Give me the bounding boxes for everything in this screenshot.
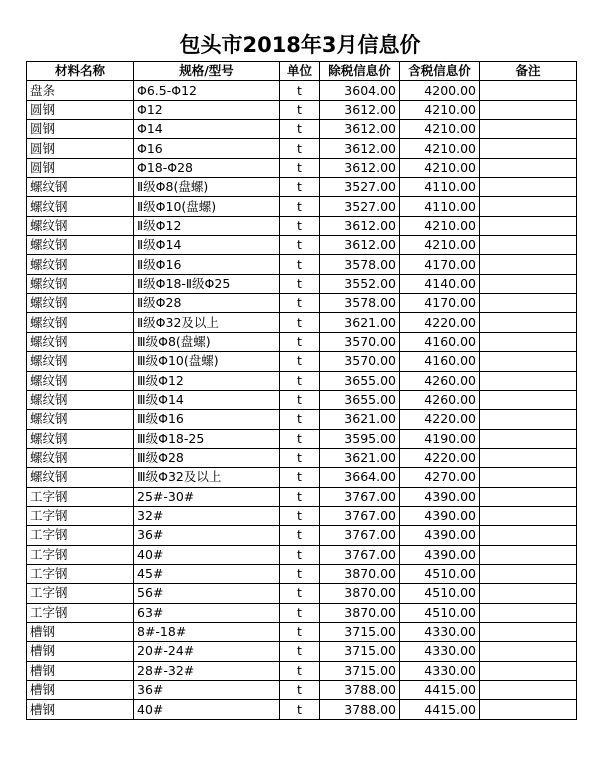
table-row — [27, 661, 577, 680]
cell-note — [480, 332, 577, 351]
cell-price-inc-tax: 4330.00 — [400, 642, 480, 661]
header-material-name: 材料名称 — [27, 62, 134, 81]
cell-spec: Ⅱ级Φ18-Ⅱ级Φ25 — [134, 274, 280, 293]
cell-material-name: 工字钢 — [27, 545, 134, 564]
cell-spec: Ⅱ级Φ32及以上 — [134, 313, 280, 332]
cell-price-inc-tax: 4260.00 — [400, 371, 480, 390]
cell-material-name: 螺纹钢 — [27, 390, 134, 409]
table-row — [27, 642, 577, 661]
cell-unit: t — [280, 81, 320, 100]
table-header-row — [27, 62, 577, 81]
cell-unit: t — [280, 642, 320, 661]
cell-price-inc-tax: 4390.00 — [400, 506, 480, 525]
cell-unit: t — [280, 661, 320, 680]
cell-price-ex-tax: 3612.00 — [320, 158, 400, 177]
cell-price-ex-tax: 3788.00 — [320, 681, 400, 700]
cell-material-name: 工字钢 — [27, 506, 134, 525]
cell-material-name: 工字钢 — [27, 564, 134, 583]
cell-spec: Ⅲ级Φ12 — [134, 371, 280, 390]
table-body — [27, 81, 577, 719]
cell-price-inc-tax: 4390.00 — [400, 487, 480, 506]
cell-spec: Ⅱ级Φ12 — [134, 216, 280, 235]
cell-unit: t — [280, 197, 320, 216]
table-row — [27, 274, 577, 293]
cell-material-name: 螺纹钢 — [27, 274, 134, 293]
cell-note — [480, 603, 577, 622]
cell-price-ex-tax: 3612.00 — [320, 100, 400, 119]
cell-spec: Ⅲ级Φ18-25 — [134, 429, 280, 448]
cell-spec: Φ12 — [134, 100, 280, 119]
cell-note — [480, 390, 577, 409]
cell-spec: Ⅲ级Φ28 — [134, 448, 280, 467]
cell-price-inc-tax: 4210.00 — [400, 236, 480, 255]
cell-unit: t — [280, 545, 320, 564]
cell-spec: Φ16 — [134, 139, 280, 158]
table-row — [27, 506, 577, 525]
cell-spec: Ⅱ级Φ14 — [134, 236, 280, 255]
cell-spec: 25#-30# — [134, 487, 280, 506]
cell-material-name: 工字钢 — [27, 603, 134, 622]
cell-material-name: 螺纹钢 — [27, 216, 134, 235]
cell-price-ex-tax: 3870.00 — [320, 603, 400, 622]
cell-price-ex-tax: 3578.00 — [320, 255, 400, 274]
cell-material-name: 工字钢 — [27, 526, 134, 545]
cell-note — [480, 564, 577, 583]
cell-note — [480, 681, 577, 700]
cell-unit: t — [280, 139, 320, 158]
cell-price-inc-tax: 4415.00 — [400, 700, 480, 719]
cell-unit: t — [280, 371, 320, 390]
price-table — [26, 61, 577, 720]
cell-spec: Φ6.5-Φ12 — [134, 81, 280, 100]
table-row — [27, 216, 577, 235]
cell-material-name: 螺纹钢 — [27, 236, 134, 255]
cell-price-ex-tax: 3767.00 — [320, 545, 400, 564]
cell-price-inc-tax: 4330.00 — [400, 622, 480, 641]
cell-unit: t — [280, 236, 320, 255]
cell-spec: 63# — [134, 603, 280, 622]
cell-unit: t — [280, 506, 320, 525]
cell-note — [480, 120, 577, 139]
cell-material-name: 工字钢 — [27, 584, 134, 603]
cell-price-ex-tax: 3767.00 — [320, 526, 400, 545]
table-row — [27, 139, 577, 158]
cell-note — [480, 255, 577, 274]
cell-price-ex-tax: 3715.00 — [320, 661, 400, 680]
cell-price-ex-tax: 3612.00 — [320, 216, 400, 235]
cell-price-ex-tax: 3767.00 — [320, 487, 400, 506]
cell-price-inc-tax: 4260.00 — [400, 390, 480, 409]
cell-price-inc-tax: 4210.00 — [400, 216, 480, 235]
cell-note — [480, 468, 577, 487]
table-row — [27, 158, 577, 177]
cell-material-name: 圆钢 — [27, 120, 134, 139]
cell-unit: t — [280, 622, 320, 641]
table-row — [27, 526, 577, 545]
cell-price-ex-tax: 3664.00 — [320, 468, 400, 487]
cell-unit: t — [280, 216, 320, 235]
cell-spec: Ⅱ级Φ16 — [134, 255, 280, 274]
cell-unit: t — [280, 448, 320, 467]
cell-spec: Ⅲ级Φ14 — [134, 390, 280, 409]
cell-price-inc-tax: 4190.00 — [400, 429, 480, 448]
cell-material-name: 螺纹钢 — [27, 352, 134, 371]
cell-note — [480, 700, 577, 719]
cell-price-inc-tax: 4330.00 — [400, 661, 480, 680]
cell-note — [480, 371, 577, 390]
cell-note — [480, 487, 577, 506]
cell-note — [480, 178, 577, 197]
cell-note — [480, 81, 577, 100]
cell-price-ex-tax: 3604.00 — [320, 81, 400, 100]
header-price-inc-tax: 含税信息价 — [400, 62, 480, 81]
cell-price-ex-tax: 3621.00 — [320, 448, 400, 467]
cell-spec: Ⅱ级Φ28 — [134, 294, 280, 313]
cell-unit: t — [280, 390, 320, 409]
cell-unit: t — [280, 526, 320, 545]
cell-price-inc-tax: 4220.00 — [400, 448, 480, 467]
cell-unit: t — [280, 332, 320, 351]
cell-material-name: 槽钢 — [27, 700, 134, 719]
table-row — [27, 313, 577, 332]
table-row — [27, 564, 577, 583]
cell-note — [480, 100, 577, 119]
cell-price-ex-tax: 3570.00 — [320, 352, 400, 371]
cell-note — [480, 642, 577, 661]
cell-material-name: 槽钢 — [27, 642, 134, 661]
table-row — [27, 584, 577, 603]
table-row — [27, 100, 577, 119]
cell-material-name: 螺纹钢 — [27, 313, 134, 332]
cell-unit: t — [280, 255, 320, 274]
cell-price-ex-tax: 3527.00 — [320, 197, 400, 216]
cell-unit: t — [280, 584, 320, 603]
cell-unit: t — [280, 603, 320, 622]
cell-price-ex-tax: 3595.00 — [320, 429, 400, 448]
cell-price-ex-tax: 3767.00 — [320, 506, 400, 525]
cell-material-name: 螺纹钢 — [27, 294, 134, 313]
table-row — [27, 352, 577, 371]
cell-spec: 8#-18# — [134, 622, 280, 641]
cell-price-inc-tax: 4170.00 — [400, 255, 480, 274]
cell-note — [480, 661, 577, 680]
table-row — [27, 429, 577, 448]
cell-material-name: 圆钢 — [27, 158, 134, 177]
cell-unit: t — [280, 178, 320, 197]
cell-price-ex-tax: 3570.00 — [320, 332, 400, 351]
table-row — [27, 545, 577, 564]
cell-price-ex-tax: 3715.00 — [320, 642, 400, 661]
cell-material-name: 槽钢 — [27, 661, 134, 680]
cell-price-inc-tax: 4160.00 — [400, 332, 480, 351]
cell-note — [480, 216, 577, 235]
cell-material-name: 工字钢 — [27, 487, 134, 506]
cell-price-inc-tax: 4110.00 — [400, 178, 480, 197]
table-row — [27, 178, 577, 197]
cell-price-ex-tax: 3715.00 — [320, 622, 400, 641]
cell-material-name: 螺纹钢 — [27, 197, 134, 216]
cell-note — [480, 429, 577, 448]
table-row — [27, 468, 577, 487]
cell-price-ex-tax: 3655.00 — [320, 390, 400, 409]
cell-material-name: 螺纹钢 — [27, 410, 134, 429]
cell-unit: t — [280, 294, 320, 313]
table-row — [27, 294, 577, 313]
cell-price-inc-tax: 4220.00 — [400, 410, 480, 429]
cell-unit: t — [280, 487, 320, 506]
table-row — [27, 681, 577, 700]
cell-price-ex-tax: 3552.00 — [320, 274, 400, 293]
cell-price-ex-tax: 3621.00 — [320, 410, 400, 429]
cell-unit: t — [280, 700, 320, 719]
cell-price-ex-tax: 3612.00 — [320, 236, 400, 255]
cell-spec: Ⅲ级Φ10(盘螺) — [134, 352, 280, 371]
cell-material-name: 螺纹钢 — [27, 371, 134, 390]
cell-price-inc-tax: 4510.00 — [400, 584, 480, 603]
cell-material-name: 盘条 — [27, 81, 134, 100]
cell-spec: 36# — [134, 526, 280, 545]
table-row — [27, 332, 577, 351]
cell-material-name: 螺纹钢 — [27, 332, 134, 351]
header-unit: 单位 — [280, 62, 320, 81]
cell-price-ex-tax: 3527.00 — [320, 178, 400, 197]
cell-spec: Φ14 — [134, 120, 280, 139]
cell-note — [480, 584, 577, 603]
cell-material-name: 螺纹钢 — [27, 468, 134, 487]
cell-price-inc-tax: 4415.00 — [400, 681, 480, 700]
header-note: 备注 — [480, 62, 577, 81]
cell-unit: t — [280, 564, 320, 583]
cell-price-inc-tax: 4510.00 — [400, 564, 480, 583]
cell-spec: 32# — [134, 506, 280, 525]
table-row — [27, 448, 577, 467]
cell-spec: Ⅱ级Φ10(盘螺) — [134, 197, 280, 216]
cell-unit: t — [280, 274, 320, 293]
table-row — [27, 622, 577, 641]
cell-price-inc-tax: 4210.00 — [400, 158, 480, 177]
header-spec: 规格/型号 — [134, 62, 280, 81]
table-row — [27, 255, 577, 274]
table-row — [27, 236, 577, 255]
cell-spec: 20#-24# — [134, 642, 280, 661]
cell-note — [480, 526, 577, 545]
cell-price-inc-tax: 4140.00 — [400, 274, 480, 293]
table-row — [27, 371, 577, 390]
cell-price-inc-tax: 4210.00 — [400, 120, 480, 139]
cell-price-inc-tax: 4200.00 — [400, 81, 480, 100]
cell-price-inc-tax: 4170.00 — [400, 294, 480, 313]
cell-price-inc-tax: 4390.00 — [400, 545, 480, 564]
cell-price-ex-tax: 3655.00 — [320, 371, 400, 390]
cell-spec: 56# — [134, 584, 280, 603]
cell-note — [480, 158, 577, 177]
cell-price-inc-tax: 4390.00 — [400, 526, 480, 545]
cell-material-name: 螺纹钢 — [27, 178, 134, 197]
table-row — [27, 81, 577, 100]
cell-unit: t — [280, 410, 320, 429]
table-row — [27, 120, 577, 139]
cell-unit: t — [280, 352, 320, 371]
cell-note — [480, 197, 577, 216]
cell-note — [480, 448, 577, 467]
cell-spec: 40# — [134, 700, 280, 719]
cell-price-inc-tax: 4510.00 — [400, 603, 480, 622]
cell-price-inc-tax: 4210.00 — [400, 100, 480, 119]
table-row — [27, 390, 577, 409]
cell-unit: t — [280, 468, 320, 487]
cell-material-name: 螺纹钢 — [27, 429, 134, 448]
cell-unit: t — [280, 120, 320, 139]
cell-unit: t — [280, 100, 320, 119]
cell-spec: Ⅲ级Φ32及以上 — [134, 468, 280, 487]
cell-material-name: 螺纹钢 — [27, 448, 134, 467]
cell-note — [480, 506, 577, 525]
document-title: 包头市2018年3月信息价 — [179, 33, 421, 57]
cell-note — [480, 410, 577, 429]
cell-note — [480, 236, 577, 255]
cell-spec: 40# — [134, 545, 280, 564]
cell-price-inc-tax: 4270.00 — [400, 468, 480, 487]
table-row — [27, 487, 577, 506]
cell-price-ex-tax: 3621.00 — [320, 313, 400, 332]
cell-price-inc-tax: 4220.00 — [400, 313, 480, 332]
cell-price-inc-tax: 4210.00 — [400, 139, 480, 158]
table-row — [27, 410, 577, 429]
cell-price-ex-tax: 3612.00 — [320, 120, 400, 139]
cell-price-ex-tax: 3788.00 — [320, 700, 400, 719]
cell-price-inc-tax: 4110.00 — [400, 197, 480, 216]
cell-material-name: 圆钢 — [27, 100, 134, 119]
cell-spec: Φ18-Φ28 — [134, 158, 280, 177]
cell-material-name: 槽钢 — [27, 681, 134, 700]
cell-spec: Ⅲ级Φ16 — [134, 410, 280, 429]
cell-note — [480, 545, 577, 564]
cell-price-ex-tax: 3870.00 — [320, 584, 400, 603]
cell-unit: t — [280, 158, 320, 177]
cell-note — [480, 139, 577, 158]
cell-material-name: 槽钢 — [27, 622, 134, 641]
cell-spec: 45# — [134, 564, 280, 583]
cell-material-name: 圆钢 — [27, 139, 134, 158]
cell-note — [480, 294, 577, 313]
table-row — [27, 603, 577, 622]
cell-price-ex-tax: 3612.00 — [320, 139, 400, 158]
table-row — [27, 700, 577, 719]
table-row — [27, 197, 577, 216]
cell-price-ex-tax: 3578.00 — [320, 294, 400, 313]
cell-material-name: 螺纹钢 — [27, 255, 134, 274]
cell-price-inc-tax: 4160.00 — [400, 352, 480, 371]
cell-spec: Ⅲ级Φ8(盘螺) — [134, 332, 280, 351]
cell-spec: 36# — [134, 681, 280, 700]
cell-unit: t — [280, 313, 320, 332]
cell-unit: t — [280, 429, 320, 448]
cell-price-ex-tax: 3870.00 — [320, 564, 400, 583]
cell-spec: Ⅱ级Φ8(盘螺) — [134, 178, 280, 197]
cell-note — [480, 313, 577, 332]
cell-note — [480, 352, 577, 371]
cell-note — [480, 274, 577, 293]
cell-unit: t — [280, 681, 320, 700]
header-price-ex-tax: 除税信息价 — [320, 62, 400, 81]
cell-spec: 28#-32# — [134, 661, 280, 680]
cell-note — [480, 622, 577, 641]
